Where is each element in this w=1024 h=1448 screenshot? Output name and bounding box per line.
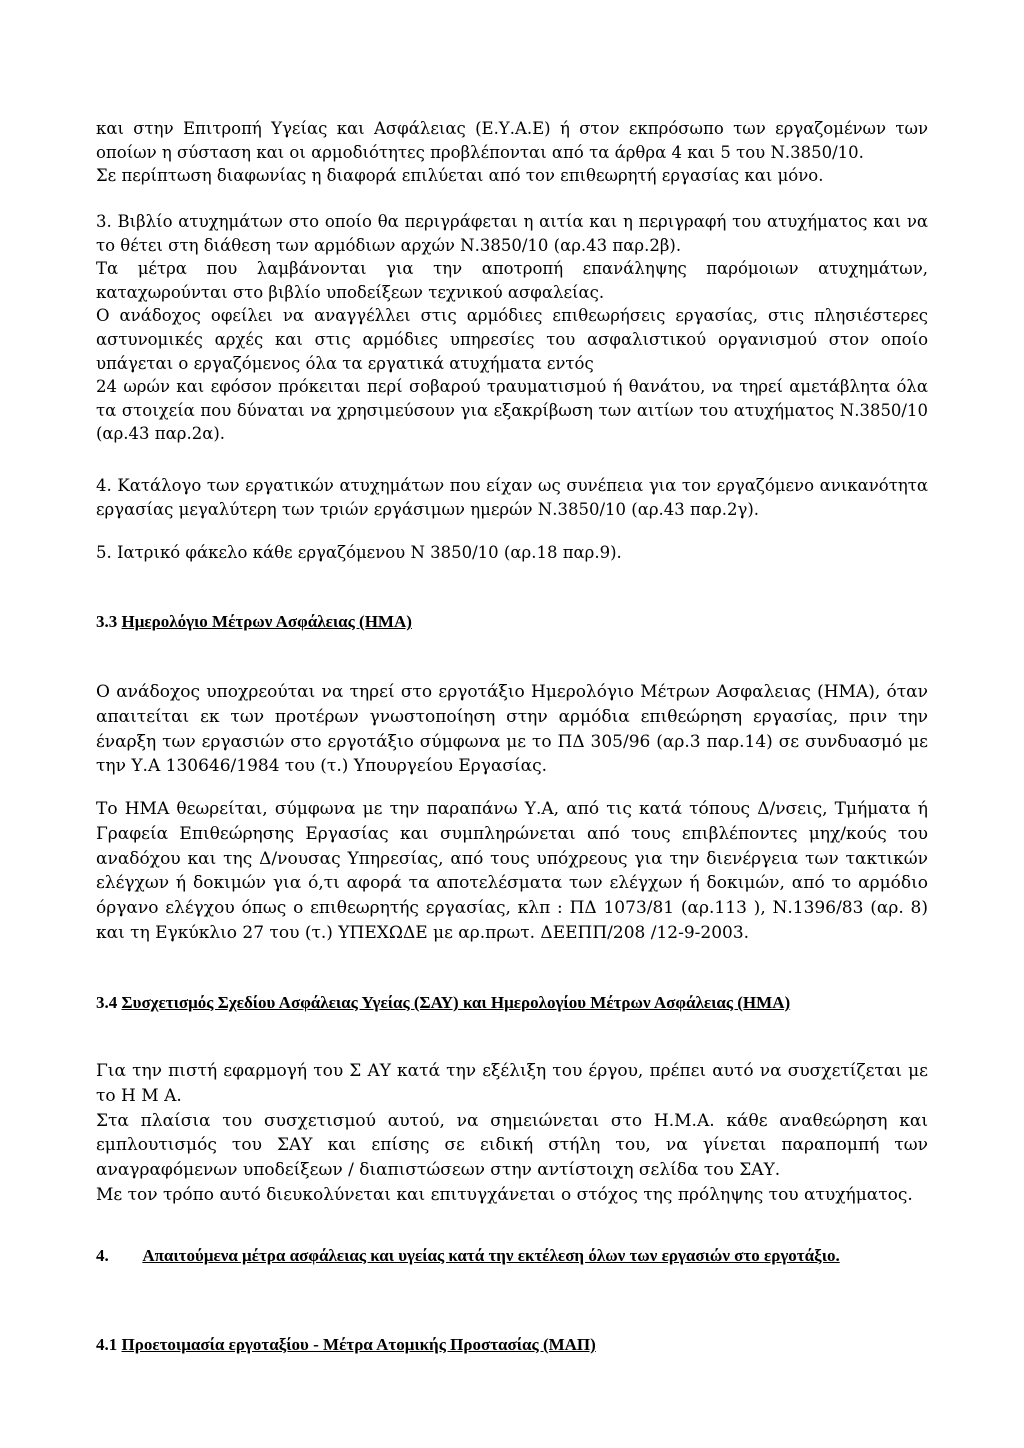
- paragraph-say-hma-correlation: [96, 1059, 928, 1208]
- paragraph-accident-book: [96, 210, 928, 446]
- section-number: 3.4: [96, 993, 118, 1012]
- paragraph-hma-certification: [96, 797, 928, 946]
- text-line: Ο ανάδοχος υποχρεούται να τηρεί στο εργοτάξιο Ημερολόγιο Μέτρων Ασφαλειας (ΗΜΑ), όταν απαιτείται εκ των προτέρων γνωστοποίηση στην αρμόδια επιθεώρηση εργασίας, πριν την έναρξη των εργασιών στο εργοτάξιο σύμφωνα με το ΠΔ 305/96 (αρ.3 παρ.14) σε συνδυασμό με την Υ.Α 130646/1984 του (τ.) Υπουργείου Εργασίας.: [96, 682, 928, 777]
- item-5: [96, 541, 928, 565]
- section-title: Προετοιμασία εργοταξίου - Μέτρα Ατομικής Προστασίας (ΜΑΠ): [121, 1335, 596, 1354]
- text-line: Σε περίπτωση διαφωνίας η διαφορά επιλύεται από τον επιθεωρητή εργασίας και μόνο.: [96, 166, 824, 186]
- item-4: [96, 474, 928, 521]
- text-line: 3. Βιβλίο ατυχημάτων στο οποίο θα περιγράφεται η αιτία και η περιγραφή του ατυχήματος και να το θέτει στη διάθεση των αρμόδιων αρχών Ν.3850/10 (αρ.43 παρ.2β).: [96, 212, 928, 255]
- text-line: Τα μέτρα που λαμβάνονται για την αποτροπή επανάληψης παρόμοιων ατυχημάτων, καταχωρούνται στο βιβλίο υποδείξεων τεχνικού ασφαλείας.: [96, 259, 928, 302]
- section-title: Απαιτούμενα μέτρα ασφάλειας και υγείας κατά την εκτέλεση όλων των εργασιών στο εργοτάξιο.: [142, 1246, 840, 1265]
- section-heading-4: [96, 1244, 928, 1268]
- text-line: 5. Ιατρικό φάκελο κάθε εργαζόμενου Ν 3850/10 (αρ.18 παρ.9).: [96, 543, 622, 562]
- section-number: 4.: [96, 1246, 109, 1265]
- text-line: Με τον τρόπο αυτό διευκολύνεται και επιτυγχάνεται ο στόχος της πρόληψης του ατυχήματος.: [96, 1184, 913, 1205]
- section-number: 4.1: [96, 1335, 118, 1354]
- section-title: Ημερολόγιο Μέτρων Ασφάλειας (ΗΜΑ): [121, 612, 412, 631]
- section-title: Συσχετισμός Σχεδίου Ασφάλειας Υγείας (ΣΑΥ) και Ημερολογίου Μέτρων Ασφάλειας (ΗΜΑ): [121, 993, 791, 1012]
- text-line: και στην Επιτροπή Υγείας και Ασφάλειας (Ε.Υ.Α.Ε) ή στον εκπρόσωπο των εργαζομένων των οποίων η σύσταση και οι αρμοδιότητες προβλέπονται από τα άρθρα 4 και 5 του Ν.3850/10.: [96, 119, 928, 162]
- section-number: 3.3: [96, 612, 118, 631]
- section-heading-3-3: [96, 612, 412, 632]
- text-line: 24 ωρών και εφόσον πρόκειται περί σοβαρού τραυματισμού ή θανάτου, να τηρεί αμετάβλητα όλα τα στοιχεία που δύναται να χρησιμεύσουν για εξακρίβωση των αιτίων του ατυχήματος Ν.3850/10 (αρ.43 παρ.2α).: [96, 377, 928, 444]
- section-heading-3-4: [96, 991, 928, 1015]
- paragraph-hma-obligation: [96, 680, 928, 779]
- text-line: Το ΗΜΑ θεωρείται, σύμφωνα με την παραπάνω Υ.Α, από τις κατά τόπους Δ/νσεις, Τμήματα ή Γραφεία Επιθεώρησης Εργασίας και συμπληρώνεται από τους επιβλέποντες μηχ/κούς του αναδόχου και της Δ/νουσας Υπηρεσίας, από τους υπόχρεους για την διενέργεια των τακτικών ελέγχων ή δοκιμών για ό,τι αφορά τα αποτελέσματα των ελέγχων ή δοκιμών, από το αρμόδιο όργανο ελέγχου όπως ο επιθεωρητής εργασίας, κλπ : ΠΔ 1073/81 (αρ.113 ), Ν.1396/83 (αρ. 8) και τη Εγκύκλιο 27 του (τ.) ΥΠΕΧΩΔΕ με αρ.πρωτ. ΔΕΕΠΠ/208 /12-9-2003.: [96, 799, 928, 943]
- section-heading-4-1: [96, 1335, 596, 1355]
- text-line: Για την πιστή εφαρμογή του Σ ΑΥ κατά την εξέλιξη του έργου, πρέπει αυτό να συσχετίζεται με το Η Μ Α.: [96, 1061, 928, 1106]
- text-line: 4. Κατάλογο των εργατικών ατυχημάτων που είχαν ως συνέπεια για τον εργαζόμενο ανικανότητα εργασίας μεγαλύτερη των τριών εργάσιμων ημερών Ν.3850/10 (αρ.43 παρ.2γ).: [96, 476, 928, 519]
- text-line: Ο ανάδοχος οφείλει να αναγγέλλει στις αρμόδιες επιθεωρήσεις εργασίας, στις πλησιέστερες αστυνομικές αρχές και στις αρμόδιες υπηρεσίες του ασφαλιστικού οργανισμού στον οποίο υπάγεται ο εργαζόμενος όλα τα εργατικά ατυχήματα εντός: [96, 306, 928, 373]
- text-line: Στα πλαίσια του συσχετισμού αυτού, να σημειώνεται στο Η.Μ.Α. κάθε αναθεώρηση και εμπλουτισμός του ΣΑΥ και επίσης σε ειδική στήλη του, να γίνεται παραπομπή των αναγραφόμενων υποδείξεων / διαπιστώσεων στην αντίστοιχη σελίδα του ΣΑΥ.: [96, 1110, 928, 1181]
- paragraph-committee: [96, 117, 928, 188]
